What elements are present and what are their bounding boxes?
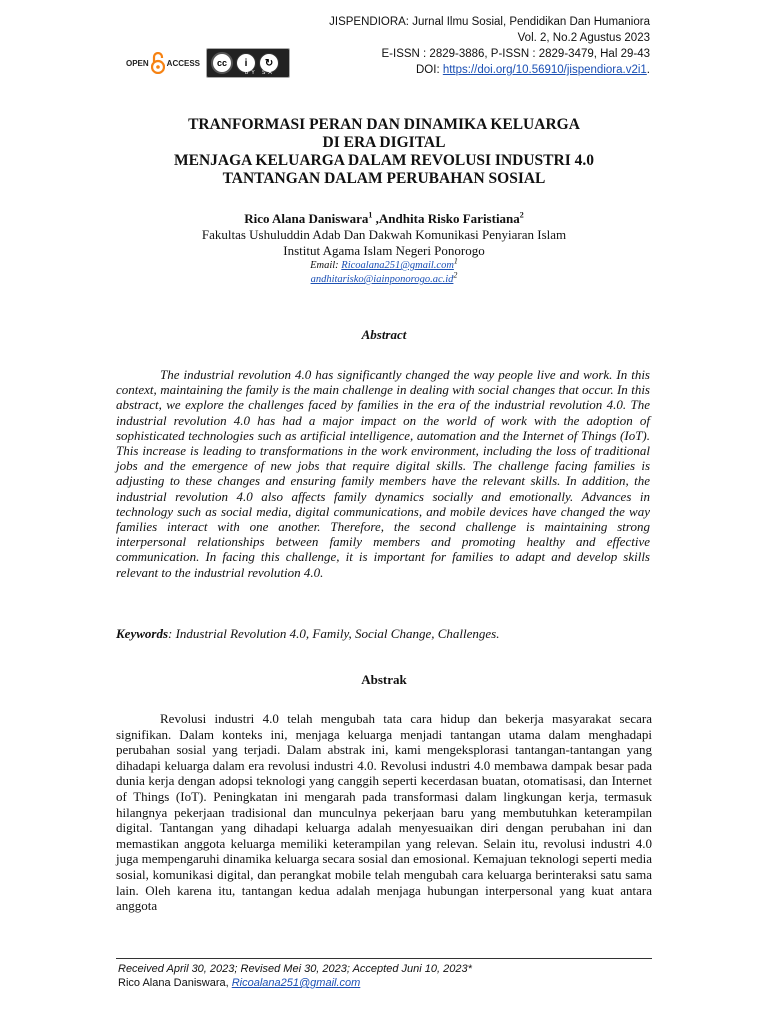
journal-header	[329, 14, 650, 78]
keywords-list: : Industrial Revolution 4.0, Family, Social Change, Challenges.	[168, 626, 500, 641]
author-1-sup: 1	[368, 210, 373, 220]
title-line-4: TANTANGAN DALAM PERUBAHAN SOSIAL	[222, 170, 546, 187]
open-access-text-right: ACCESS	[166, 58, 201, 68]
affiliation-institute: Institut Agama Islam Negeri Ponorogo	[283, 243, 485, 258]
keywords-label: Keywords	[116, 626, 168, 641]
paper-title	[100, 116, 668, 188]
doi-link[interactable]: https://doi.org/10.56910/jispendiora.v2i1	[442, 64, 647, 76]
cc-by-sa-badge[interactable]	[206, 48, 290, 78]
author-block	[100, 211, 668, 287]
corresponding-name: Rico Alana Daniswara,	[118, 977, 232, 989]
cc-icon: cc	[211, 52, 233, 74]
email-line-2	[100, 270, 668, 287]
footer-divider	[116, 958, 652, 959]
title-line-1: TRANFORMASI PERAN DAN DINAMIKA KELUARGA	[188, 116, 580, 133]
email-sup-2: 2	[453, 270, 458, 280]
affiliation-faculty: Fakultas Ushuluddin Adab Dan Dakwah Komunikasi Penyiaran Islam	[201, 227, 567, 242]
email-link-2[interactable]: andhitarisko@iainponorogo.ac.id	[310, 274, 454, 285]
abstract-heading-id: Abstrak	[361, 672, 407, 687]
open-access-lock-icon	[151, 52, 165, 74]
journal-volume: Vol. 2, No.2 Agustus 2023	[517, 32, 650, 44]
author-2-sup: 2	[519, 210, 524, 220]
email-sup-1: 1	[453, 256, 458, 266]
cc-by-icon: i	[236, 53, 256, 73]
doi-label: DOI:	[416, 64, 443, 76]
email-label: Email:	[310, 260, 342, 271]
author-2: Andhita Risko Faristiana	[378, 211, 520, 226]
author-names	[100, 211, 668, 227]
author-1: Rico Alana Daniswara	[244, 211, 369, 226]
cc-sa-icon: ↻	[259, 53, 279, 73]
journal-name: JISPENDIORA: Jurnal Ilmu Sosial, Pendidikan Dan Humaniora	[329, 16, 650, 28]
corresponding-author	[118, 976, 472, 990]
cc-license-label: BY SA	[245, 70, 275, 76]
open-access-text-left: OPEN	[126, 58, 149, 68]
corresponding-email-link[interactable]: Ricoalana251@gmail.com	[231, 977, 361, 989]
email-link-1[interactable]: Ricoalana251@gmail.com	[341, 260, 454, 271]
footer	[118, 962, 472, 990]
keywords	[116, 626, 650, 642]
journal-issn: E-ISSN : 2829-3886, P-ISSN : 2829-3479, Hal 29-43	[381, 48, 650, 60]
title-line-2: DI ERA DIGITAL	[322, 134, 446, 151]
journal-doi	[329, 62, 650, 78]
author-separator: ,	[372, 211, 379, 226]
title-line-3: MENJAGA KELUARGA DALAM REVOLUSI INDUSTRI 4.0	[174, 152, 594, 169]
abstract-body-id: Revolusi industri 4.0 telah mengubah tata cara hidup dan bekerja masyarakat secara signifikan. Dalam konteks ini, menjaga keluarga menjadi tantangan utama dalam menghadapi perubahan sosial yang terjadi. Dalam abstrak ini, kami mengeksplorasi tantangan-tantangan yang dihadapi keluarga dalam era revolusi industri 4.0. Revolusi industri 4.0 membawa dampak besar pada dunia kerja dengan adopsi teknologi yang canggih seperti kecerdasan buatan, otomatisasi, dan Internet of Things (IoT). Peningkatan ini mengarah pada transformasi dalam lingkungan kerja, termasuk hilangnya pekerjaan tradisional dan munculnya pekerjaan baru yang membutuhkan keterampilan digital. Tantangan yang dihadapi keluarga adalah menyesuaikan diri dengan perubahan ini dan memastikan anggota keluarga memiliki keterampilan yang relevan. Selain itu, revolusi industri 4.0 juga mempengaruhi dinamika keluarga secara sosial dan emosional. Kemajuan teknologi seperti media sosial, komunikasi digital, dan perangkat mobile telah mengubah cara keluarga berinteraksi satu sama lain. Oleh karena itu, tantangan kedua adalah menjaga hubungan interpersonal yang kuat antara anggota	[116, 711, 652, 914]
abstract-heading-en: Abstract	[361, 327, 407, 342]
open-access-logo	[126, 52, 200, 74]
received-dates: Received April 30, 2023; Revised Mei 30, 2023; Accepted Juni 10, 2023*	[118, 963, 472, 975]
license-badges	[126, 48, 290, 78]
abstract-body-en: The industrial revolution 4.0 has significantly changed the way people live and work. In this context, maintaining the family is the main challenge in dealing with social changes that occur. In this abstract, we explore the challenges faced by families in the era of the industrial revolution 4.0. The industrial revolution 4.0 has had a major impact on the world of work with the adoption of sophisticated technologies such as artificial intelligence, automation and the Internet of Things (IoT). This increase is leading to transformations in the work environment, including the loss of traditional jobs and the emergence of new jobs that require digital skills. The challenge facing families is adjusting to these changes and ensuring family members have the relevant skills. In addition, the industrial revolution 4.0 also affects family dynamics socially and emotionally. Advances in technology such as social media, digital communications, and mobile devices have changed the way families interact with one another. Therefore, the second challenge is maintaining strong interpersonal relationships between family members and promoting healthy and effective communication. In facing this challenge, it is important for families to adapt and develop skills relevant to the industrial revolution 4.0.	[116, 367, 650, 580]
doi-suffix: .	[646, 64, 650, 76]
email-line-1	[100, 256, 668, 273]
